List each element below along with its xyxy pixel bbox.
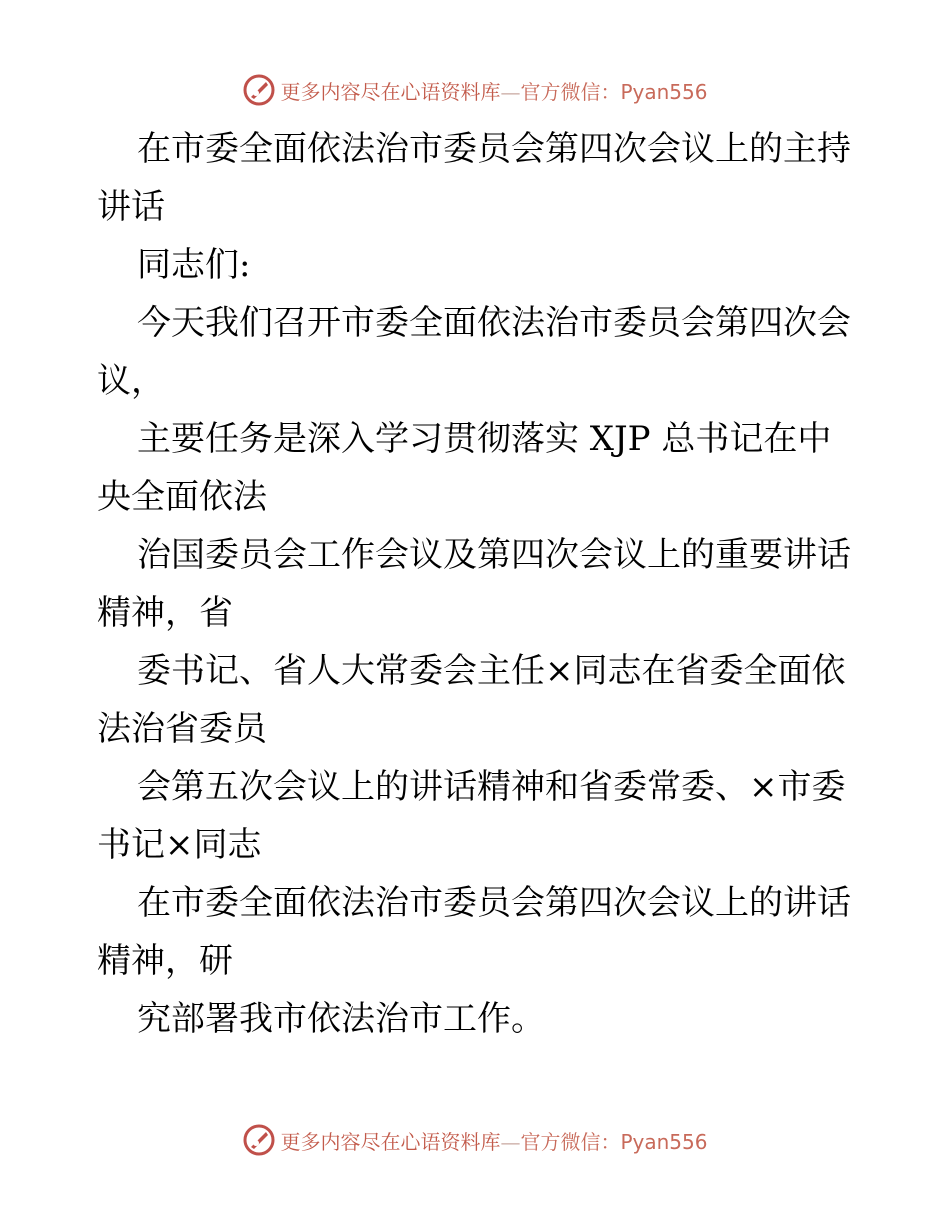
paragraph-line: 主要任务是深入学习贯彻落实 XJP 总书记在中 (137, 419, 832, 459)
document-body (97, 120, 857, 1048)
watermark-suffix: 官方微信：Pyan556 (520, 79, 708, 104)
watermark-dash: — (500, 79, 521, 104)
quill-logo-icon (242, 1123, 276, 1157)
paragraph-line: 治国委员会工作会议及第四次会议上的重要讲话 (137, 535, 851, 575)
salutation: 同志们: (137, 245, 251, 285)
paragraph-line: 法治省委员 (97, 709, 267, 749)
paragraph-line: 央全面依法 (97, 477, 267, 517)
watermark-prefix: 更多内容尽在心语资料库 (280, 79, 501, 104)
paragraph-line: 精神，省 (97, 593, 233, 633)
paragraph-line: 精神，研 (97, 941, 233, 981)
watermark-footer (0, 1120, 950, 1160)
paragraph-line: 在市委全面依法治市委员会第四次会议上的讲话 (137, 883, 851, 923)
quill-logo-icon (242, 73, 276, 107)
paragraph-line: 究部署我市依法治市工作。 (137, 999, 545, 1039)
paragraph-line: 今天我们召开市委全面依法治市委员会第四次会 (137, 303, 851, 343)
title-line-2: 讲话 (97, 187, 165, 227)
watermark-header (0, 70, 950, 110)
paragraph-line: 书记×同志 (97, 825, 262, 865)
paragraph-line: 会第五次会议上的讲话精神和省委常委、×市委 (137, 767, 846, 807)
paragraph-line: 委书记、省人大常委会主任×同志在省委全面依 (137, 651, 846, 691)
paragraph-line: 议， (97, 361, 165, 401)
watermark-suffix: 官方微信：Pyan556 (520, 1129, 708, 1154)
watermark-dash: — (500, 1129, 521, 1154)
watermark-prefix: 更多内容尽在心语资料库 (280, 1129, 501, 1154)
title-line-1: 在市委全面依法治市委员会第四次会议上的主持 (137, 129, 851, 169)
